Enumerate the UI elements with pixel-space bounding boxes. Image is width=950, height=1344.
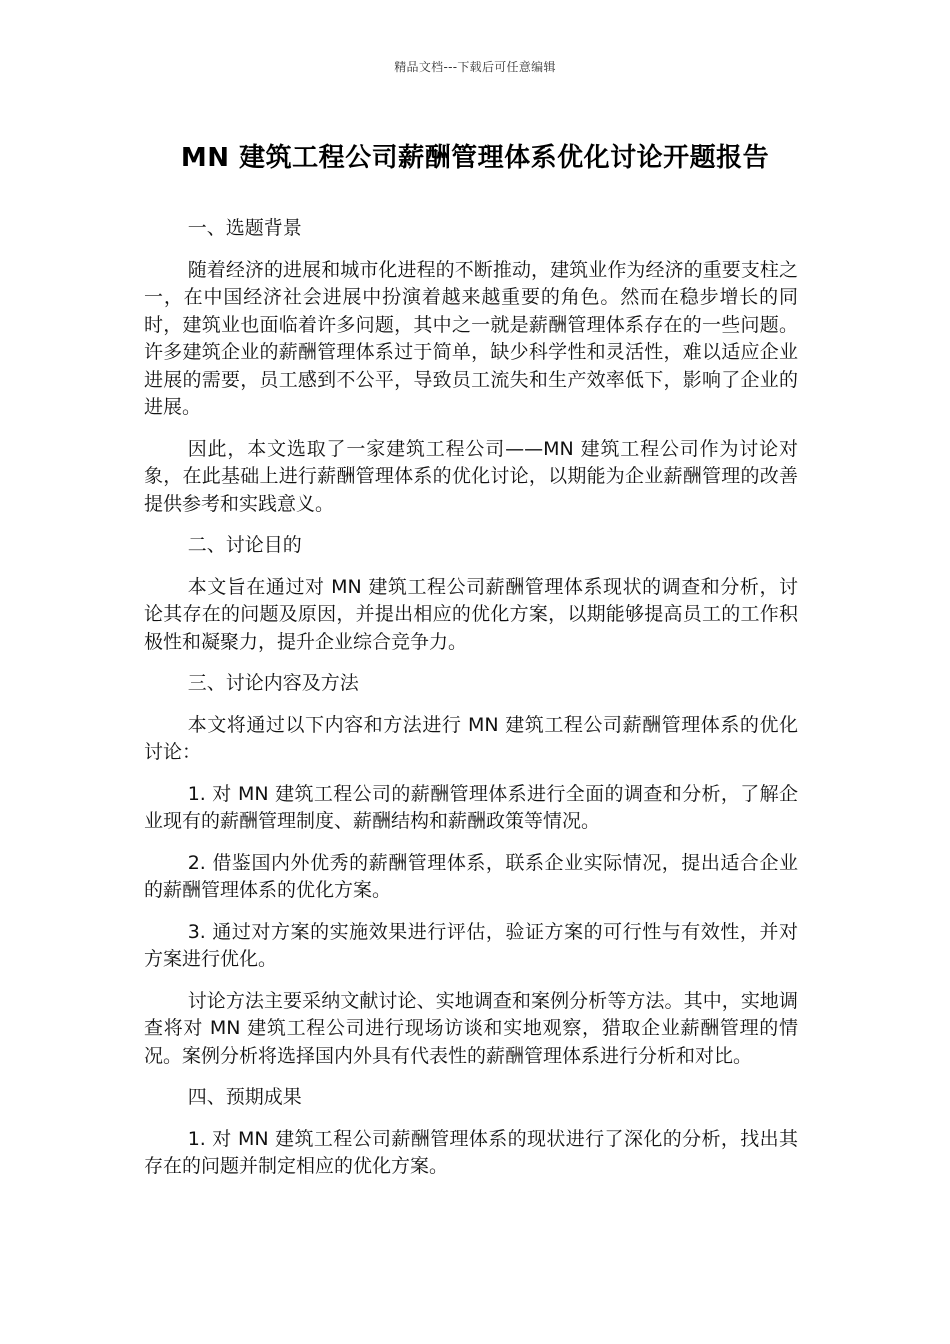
paragraph-content-intro: 本文将通过以下内容和方法进行 MN 建筑工程公司薪酬管理体系的优化讨论： [144, 713, 798, 763]
list-item-content-3: 3. 通过对方案的实施效果进行评估，验证方案的可行性与有效性，并对方案进行优化。 [144, 920, 798, 970]
paragraph-methods: 讨论方法主要采纳文献讨论、实地调查和案例分析等方法。其中，实地调查将对 MN 建筑工程公司进行现场访谈和实地观察，猎取企业薪酬管理的情况。案例分析将选择国内外具有代表性的薪酬管理体系进行分析和对比。 [144, 989, 798, 1067]
section-heading-expected-results: 四、预期成果 [187, 1086, 302, 1108]
paragraph-background-1: 随着经济的进展和城市化进程的不断推动，建筑业作为经济的重要支柱之一，在中国经济社会进展中扮演着越来越重要的角色。然而在稳步增长的同时，建筑业也面临着许多问题，其中之一就是薪酬管理体系存在的一些问题。许多建筑企业的薪酬管理体系过于简单，缺少科学性和灵活性，难以适应企业进展的需要，员工感到不公平，导致员工流失和生产效率低下，影响了企业的进展。 [144, 258, 798, 418]
section-heading-background: 一、选题背景 [187, 217, 302, 239]
paragraph-purpose: 本文旨在通过对 MN 建筑工程公司薪酬管理体系现状的调查和分析，讨论其存在的问题及原因，并提出相应的优化方案，以期能够提高员工的工作积极性和凝聚力，提升企业综合竞争力。 [144, 575, 798, 653]
paragraph-background-2: 因此，本文选取了一家建筑工程公司——MN 建筑工程公司作为讨论对象，在此基础上进行薪酬管理体系的优化讨论，以期能为企业薪酬管理的改善提供参考和实践意义。 [144, 437, 798, 515]
section-heading-content-method: 三、讨论内容及方法 [187, 672, 359, 694]
list-item-content-1: 1. 对 MN 建筑工程公司的薪酬管理体系进行全面的调查和分析，了解企业现有的薪酬管理制度、薪酬结构和薪酬政策等情况。 [144, 782, 798, 832]
list-item-result-1: 1. 对 MN 建筑工程公司薪酬管理体系的现状进行了深化的分析，找出其存在的问题并制定相应的优化方案。 [144, 1127, 798, 1177]
document-title: MN 建筑工程公司薪酬管理体系优化讨论开题报告 [180, 143, 770, 173]
document-body [144, 215, 798, 1195]
list-item-content-2: 2. 借鉴国内外优秀的薪酬管理体系，联系企业实际情况，提出适合企业的薪酬管理体系的优化方案。 [144, 851, 798, 901]
header-note: 精品文档---下载后可任意编辑 [394, 60, 556, 74]
section-heading-purpose: 二、讨论目的 [187, 534, 302, 556]
